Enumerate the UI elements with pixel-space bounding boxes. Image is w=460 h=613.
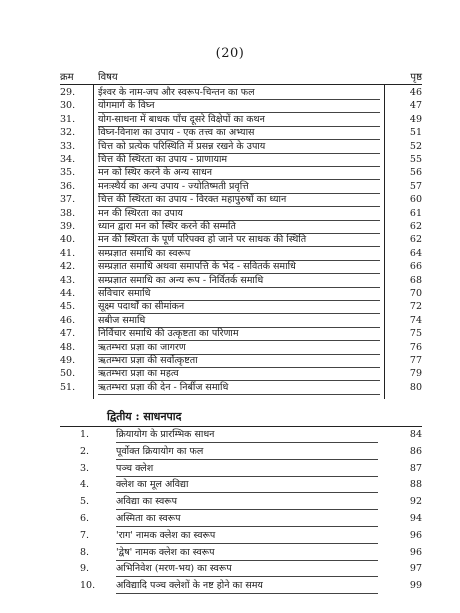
entry-title: ऋतम्भरा प्रज्ञा की सर्वोत्कृष्टता xyxy=(98,354,380,368)
entry-number: 50. xyxy=(60,368,76,380)
entry-page: 62 xyxy=(409,221,422,232)
entry-page: 76 xyxy=(409,341,422,353)
entry-page: 68 xyxy=(409,274,422,286)
toc-row xyxy=(60,233,422,246)
entry-number: 2. xyxy=(80,445,90,457)
entry-number: 46. xyxy=(60,314,76,326)
toc-row xyxy=(60,579,422,593)
entry-title: ऋतम्भरा प्रज्ञा की देन - निर्बीज समाधि xyxy=(98,381,380,395)
entry-number: 34. xyxy=(60,154,76,165)
entry-number: 6. xyxy=(80,513,90,524)
toc-row xyxy=(60,354,422,367)
entry-title: सूक्ष्म पदार्थों का सीमांकन xyxy=(98,300,380,314)
header-number: क्रम xyxy=(60,72,74,83)
entry-page: 96 xyxy=(409,546,422,558)
entry-number: 31. xyxy=(60,113,76,125)
page-number: (20) xyxy=(215,46,245,61)
toc-row xyxy=(60,300,422,313)
entry-page: 51 xyxy=(409,127,422,139)
entry-number: 44. xyxy=(60,288,76,299)
toc-row xyxy=(60,462,422,476)
entry-page: 99 xyxy=(409,580,422,592)
entry-page: 52 xyxy=(409,140,422,152)
toc-row xyxy=(60,381,422,394)
entry-title: योग-साधना में बाधक पाँच दूसरे विक्षेपों का कथन xyxy=(98,113,380,127)
entry-page: 88 xyxy=(409,479,422,491)
entry-page: 74 xyxy=(409,314,422,326)
entry-title: विघ्न-विनाश का उपाय - एक तत्त्व का अभ्यास xyxy=(98,126,380,140)
entry-title: चित्त की स्थिरता का उपाय - प्राणायाम xyxy=(98,153,380,167)
entry-page: 84 xyxy=(409,429,422,440)
entry-page: 77 xyxy=(409,355,422,366)
section-rule xyxy=(60,426,422,427)
entry-page: 56 xyxy=(409,167,422,179)
entry-number: 51. xyxy=(60,381,76,393)
entry-title: सविचार समाधि xyxy=(98,287,380,301)
entry-title: पूर्वोक्त क्रियायोग का फल xyxy=(116,445,378,460)
entry-page: 46 xyxy=(409,87,422,98)
entry-number: 42. xyxy=(60,261,76,273)
entry-page: 94 xyxy=(409,513,422,524)
entry-number: 47. xyxy=(60,328,76,340)
entry-title: योगमार्ग के विघ्न xyxy=(98,99,380,113)
entry-number: 48. xyxy=(60,341,76,353)
entry-title: ध्यान द्वारा मन को स्थिर करने की सम्मति xyxy=(98,220,380,234)
entry-page: 55 xyxy=(409,154,422,165)
entry-number: 43. xyxy=(60,274,76,286)
entry-title: मन की स्थिरता के पूर्ण परिपक्व हो जाने पर साधक की स्थिति xyxy=(98,233,380,247)
entry-number: 45. xyxy=(60,301,76,313)
entry-number: 30. xyxy=(60,100,76,112)
entry-page: 60 xyxy=(409,194,422,206)
entry-title: ऋतम्भरा प्रज्ञा का जागरण xyxy=(98,341,380,355)
entry-title: अस्मिता का स्वरूप xyxy=(116,512,378,527)
entry-title: मन को स्थिर करने के अन्य साधन xyxy=(98,166,380,180)
toc-row xyxy=(60,512,422,526)
toc-row xyxy=(60,86,422,99)
entry-title: सम्प्रज्ञात समाधि का स्वरूप xyxy=(98,247,380,261)
toc-row xyxy=(60,529,422,543)
entry-number: 32. xyxy=(60,127,76,139)
toc-row xyxy=(60,546,422,560)
toc-row xyxy=(60,445,422,459)
entry-title: चित्त को प्रत्येक परिस्थिति में प्रसन्न रखने के उपाय xyxy=(98,140,380,154)
entry-number: 38. xyxy=(60,207,76,219)
entry-page: 80 xyxy=(409,381,422,393)
entry-page: 64 xyxy=(409,247,422,259)
entry-page: 62 xyxy=(409,234,422,246)
table-header xyxy=(60,69,422,83)
entry-page: 57 xyxy=(409,180,422,192)
entry-page: 70 xyxy=(409,288,422,299)
toc-row xyxy=(60,287,422,300)
toc-row xyxy=(60,327,422,340)
toc-row xyxy=(60,140,422,153)
entry-page: 75 xyxy=(409,328,422,340)
entry-number: 40. xyxy=(60,234,76,246)
entry-page: 87 xyxy=(409,462,422,474)
entry-title: मन की स्थिरता का उपाय xyxy=(98,207,380,221)
toc-row xyxy=(60,341,422,354)
entry-number: 33. xyxy=(60,140,76,152)
toc-row xyxy=(60,428,422,442)
entry-title: 'द्वेष' नामक क्लेश का स्वरूप xyxy=(116,546,378,561)
section-title: द्वितीय : साधनपाद xyxy=(107,410,182,423)
entry-page: 96 xyxy=(409,529,422,541)
entry-page: 72 xyxy=(409,301,422,313)
toc-row xyxy=(60,193,422,206)
entry-title: चित्त की स्थिरता का उपाय - विरक्त महापुरुषों का ध्यान xyxy=(98,193,380,207)
entry-title: 'राग' नामक क्लेश का स्वरूप xyxy=(116,529,378,544)
entry-page: 61 xyxy=(409,207,422,219)
entry-title: सम्प्रज्ञात समाधि अथवा समापत्ति के भेद - सवितर्क समाधि xyxy=(98,260,380,274)
entry-number: 9. xyxy=(80,563,90,575)
toc-row xyxy=(60,478,422,492)
entry-number: 7. xyxy=(80,529,90,541)
entry-title: सबीज समाधि xyxy=(98,314,380,328)
header-topic: विषय xyxy=(98,72,118,83)
toc-row xyxy=(60,562,422,576)
toc-row xyxy=(60,207,422,220)
toc-row xyxy=(60,166,422,179)
entry-number: 37. xyxy=(60,194,76,206)
toc-row xyxy=(60,220,422,233)
entry-number: 35. xyxy=(60,167,76,179)
toc-row xyxy=(60,274,422,287)
entry-number: 29. xyxy=(60,87,76,98)
entry-title: सम्प्रज्ञात समाधि का अन्य रूप - निर्वितर्क समाधि xyxy=(98,274,380,288)
toc-row xyxy=(60,99,422,112)
entry-title: ईश्वर के नाम-जप और स्वरूप-चिन्तन का फल xyxy=(98,86,380,100)
entry-page: 97 xyxy=(409,563,422,575)
toc-row xyxy=(60,126,422,139)
header-rule xyxy=(60,84,422,85)
toc-row xyxy=(60,247,422,260)
header-page: पृष्ठ xyxy=(410,72,422,83)
entry-page: 66 xyxy=(409,261,422,273)
entry-title: मनःस्थैर्य का अन्य उपाय - ज्योतिष्मती प्रवृत्ति xyxy=(98,180,380,194)
entry-title: क्लेश का मूल अविद्या xyxy=(116,478,378,493)
entry-number: 36. xyxy=(60,180,76,192)
entry-number: 10. xyxy=(80,580,96,592)
entry-page: 92 xyxy=(409,496,422,508)
entry-number: 1. xyxy=(80,429,90,440)
entry-number: 41. xyxy=(60,247,76,259)
entry-title: निर्विचार समाधि की उत्कृष्टता का परिणाम xyxy=(98,327,380,341)
entry-page: 49 xyxy=(409,113,422,125)
entry-title: अविद्या का स्वरूप xyxy=(116,495,378,510)
toc-row xyxy=(60,153,422,166)
entry-title: अविद्यादि पञ्च क्लेशों के नष्ट होने का समय xyxy=(116,579,378,594)
entry-title: क्रियायोग के प्रारम्भिक साधन xyxy=(116,428,378,443)
entry-number: 4. xyxy=(80,479,90,491)
toc-row xyxy=(60,180,422,193)
entry-number: 5. xyxy=(80,496,90,508)
entry-number: 49. xyxy=(60,355,76,366)
entry-title: ऋतम्भरा प्रज्ञा का महत्व xyxy=(98,367,380,381)
entry-number: 8. xyxy=(80,546,90,558)
entry-page: 79 xyxy=(409,368,422,380)
entry-title: अभिनिवेश (मरण-भय) का स्वरूप xyxy=(116,562,378,577)
toc-row xyxy=(60,314,422,327)
entry-page: 47 xyxy=(409,100,422,112)
entry-title: पञ्च क्लेश xyxy=(116,462,378,477)
toc-row xyxy=(60,113,422,126)
entry-page: 86 xyxy=(409,445,422,457)
toc-row xyxy=(60,495,422,509)
entry-number: 39. xyxy=(60,221,76,232)
entry-number: 3. xyxy=(80,462,90,474)
toc-row xyxy=(60,260,422,273)
toc-row xyxy=(60,367,422,380)
